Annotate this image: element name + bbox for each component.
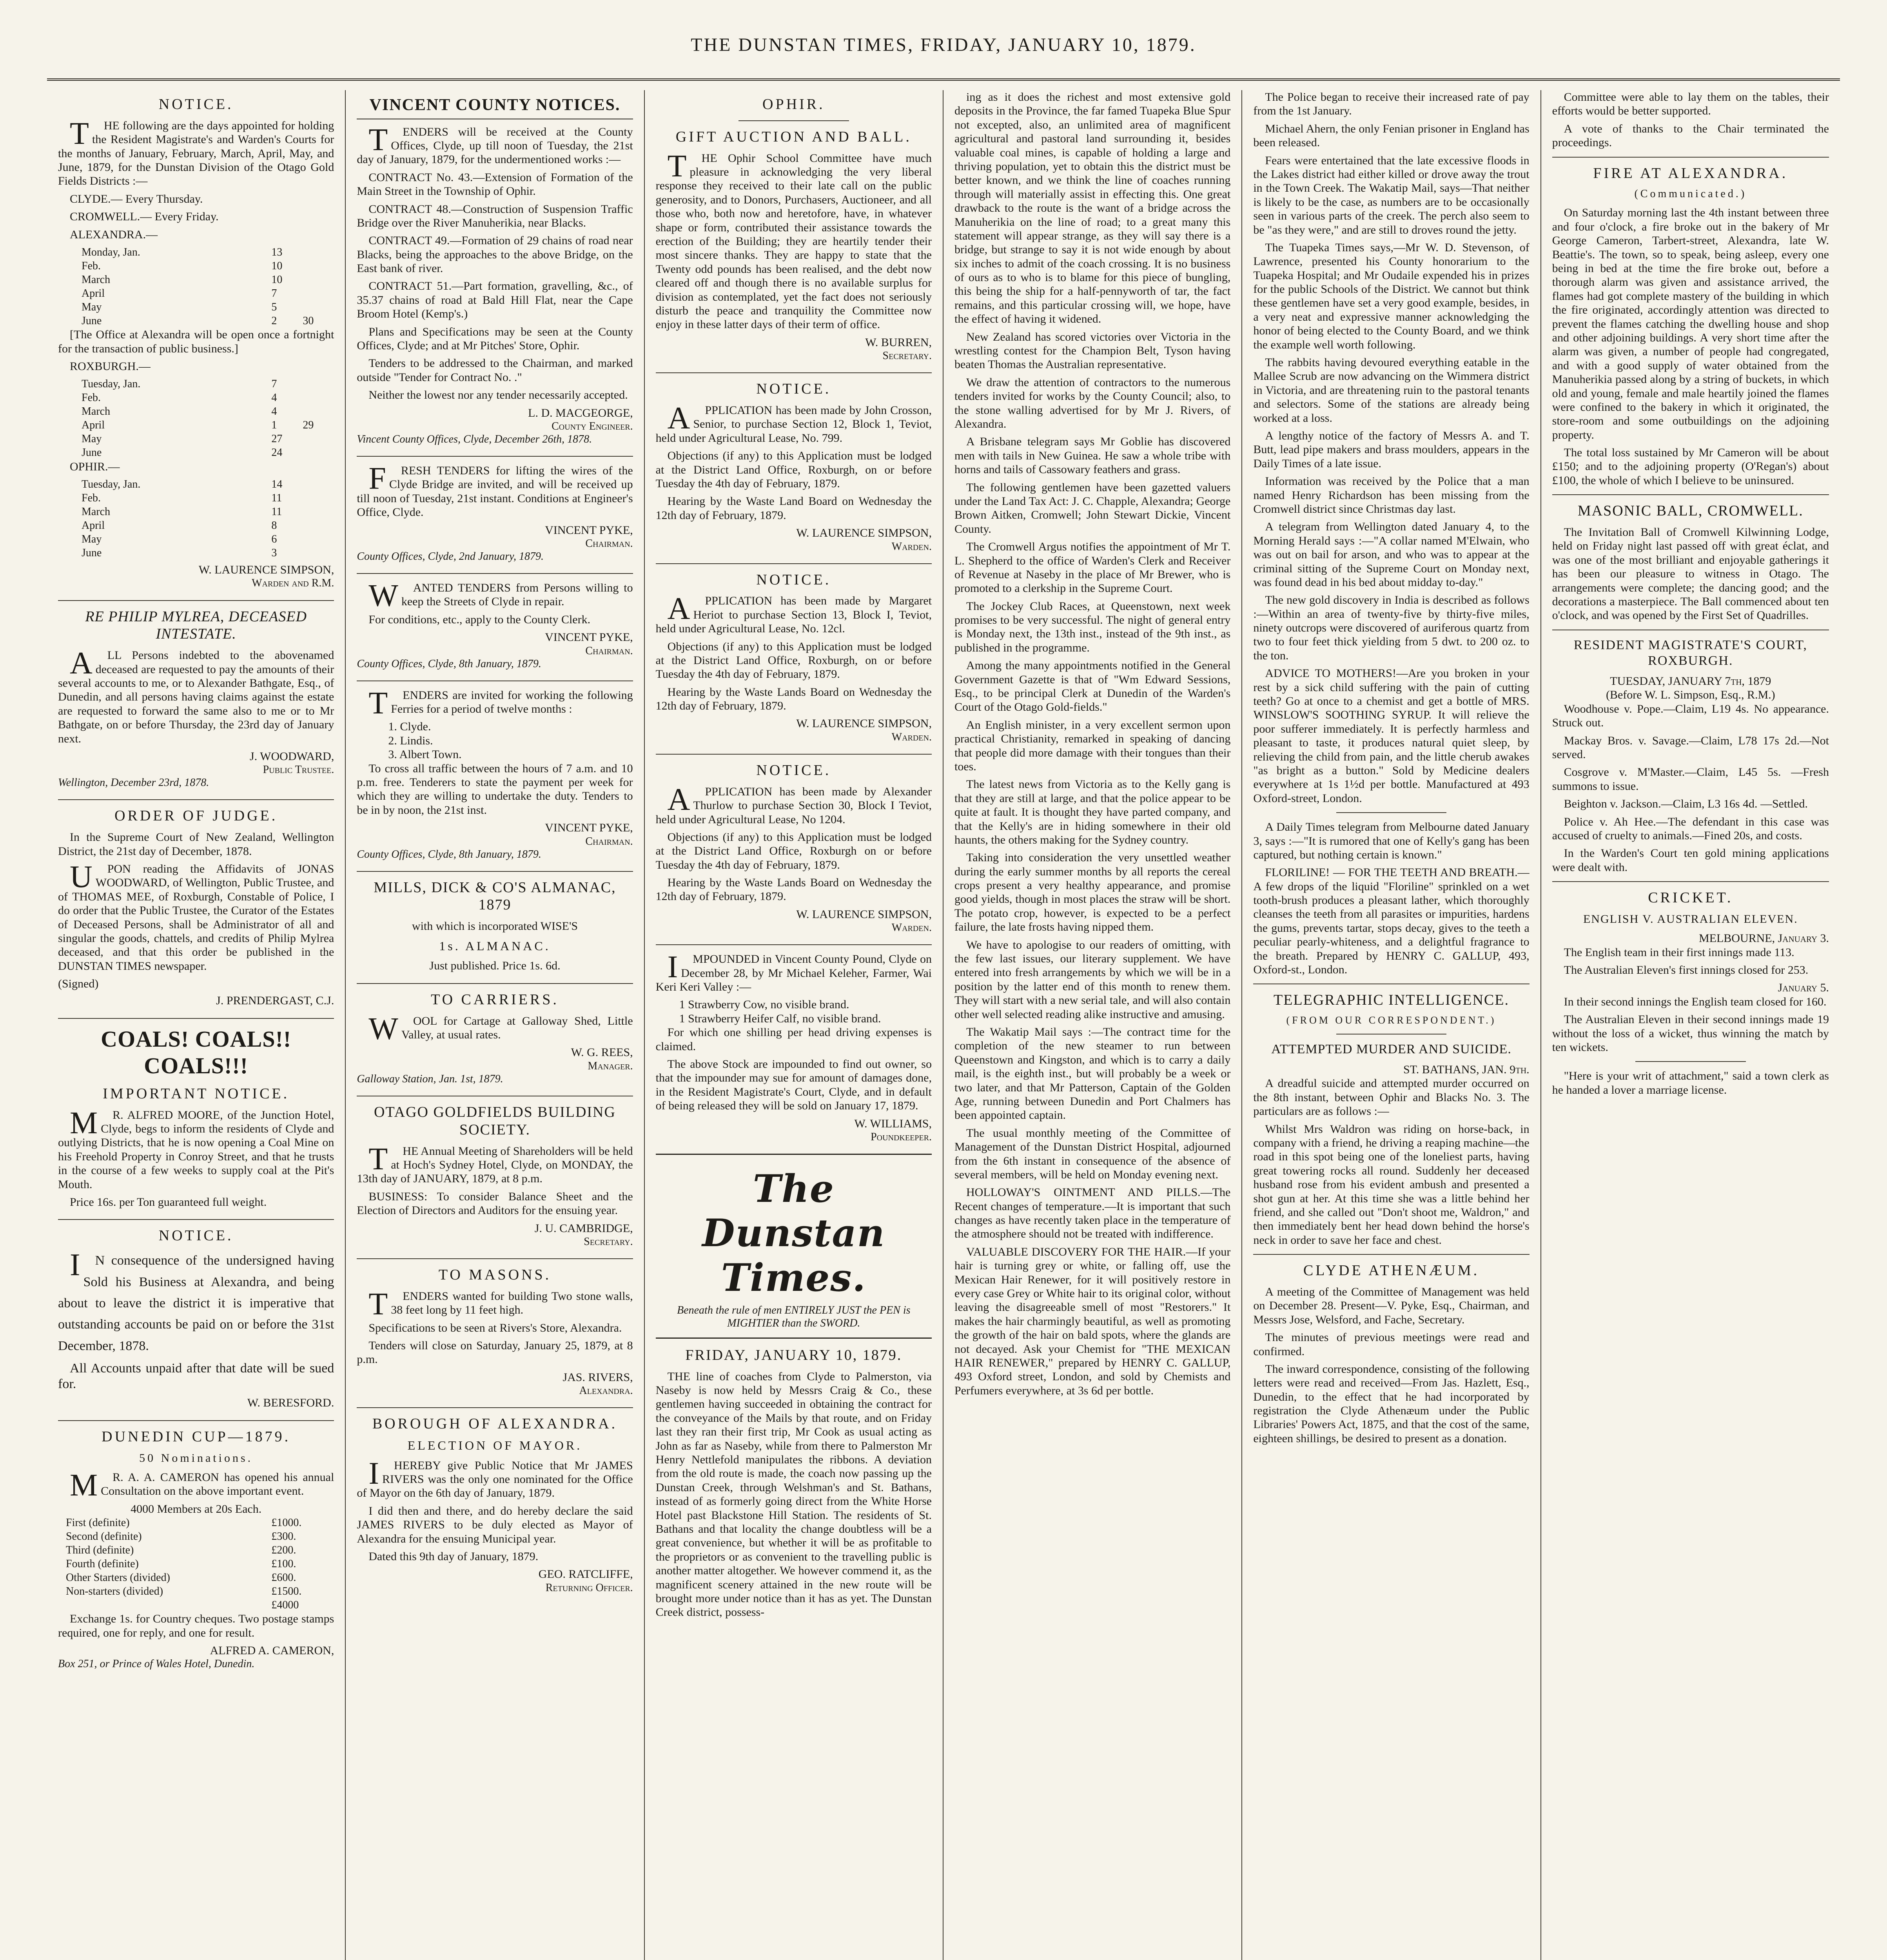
judge-signature: J. PRENDERGAST, C.J. bbox=[216, 994, 334, 1007]
impound-text-3: The above Stock are impounded to find out owner, so that the impounder may sue for amount of damages done, in the Resident Magistrate's Court, Clyde, and in default of being released they will be sold on January 17, 1879. bbox=[655, 1058, 932, 1112]
divider bbox=[1635, 1061, 1746, 1062]
beresford-notice bbox=[58, 1227, 334, 1410]
mills-dick-almanac bbox=[357, 879, 633, 973]
notice-heading: NOTICE. bbox=[158, 96, 234, 113]
divider bbox=[656, 563, 932, 564]
cup-signature: ALFRED A. CAMERON, bbox=[210, 1644, 334, 1657]
notice-hearing: Hearing by the Waste Lands Board on Wednesday the 12th day of February, 1879. bbox=[655, 685, 932, 713]
notice-signature: W. LAURENCE SIMPSON, Warden and R.M. bbox=[198, 563, 334, 590]
masons-text: TENDERS wanted for building Two stone walls, 38 feet long by 11 feet high. bbox=[368, 1287, 633, 1321]
judge-text: UPON reading the Affidavits of JONAS WOODWARD, of Wellington, Public Trustee, and of THOMAS MEE, of Roxburgh, Constable of Police, I do order that the Public Trustee, the Curator of the Estates of Deceased Persons, shall be Administrator of all and singular the goods, chattels, and credits of Philip Mylrea deceased, and that this order be published in the DUNSTAN TIMES newspaper. bbox=[58, 859, 334, 973]
news-paragraph: Information was received by the Police that a man named Henry Richardson has been missing from the Cromwell district since Christmas day last. bbox=[1253, 475, 1530, 515]
masons-close: Tenders will close on Saturday, January 25, 1879, at 8 p.m. bbox=[357, 1339, 633, 1366]
divider bbox=[656, 372, 932, 373]
rmc-before: (Before W. L. Simpson, Esq., R.M.) bbox=[1606, 688, 1775, 702]
news-paragraph: A vote of thanks to the Chair terminated the proceedings. bbox=[1552, 122, 1829, 149]
notice-objections: Objections (if any) to this Application must be lodged at the District Land Office, Roxburgh, on or before Tuesday the 4th day of February, 1879. bbox=[655, 640, 932, 681]
notice-hearing: Hearing by the Waste Land Board on Wednesday the 12th day of February, 1879. bbox=[655, 495, 932, 522]
ferry-tenders bbox=[357, 688, 633, 861]
news-paragraph: Taking into consideration the very unsettled weather during the early summer months by all reports the cereal crops present a very healthy appearance, and promise good yields, though in most places the straw will be short. The potato crop, however, is expected to be a perfect failure, the late frosts having nipped them. bbox=[954, 851, 1231, 934]
cup-heading: DUNEDIN CUP—1879. bbox=[102, 1428, 291, 1445]
notice-hearing: Hearing by the Waste Lands Board on Wednesday the 12th day of February, 1879. bbox=[655, 876, 932, 903]
rivers-signature: JAS. RIVERS, Alexandra. bbox=[562, 1370, 633, 1397]
paper-date: FRIDAY, JANUARY 10, 1879. bbox=[685, 1347, 902, 1363]
divider bbox=[58, 600, 334, 601]
paper-motto: Beneath the rule of men ENTIRELY JUST the PEN is MIGHTIER than the SWORD. bbox=[677, 1304, 911, 1329]
notice-objections: Objections (if any) to this Application must be lodged at the District Land Office, Roxburgh, on or before Tuesday the 4th day of February, 1879. bbox=[655, 449, 932, 490]
date-4: County Offices, Clyde, 8th January, 1879. bbox=[357, 848, 541, 860]
vincent-heading: VINCENT COUNTY NOTICES. bbox=[357, 96, 633, 120]
rmc-heading: RESIDENT MAGISTRATE'S COURT, ROXBURGH. bbox=[1573, 637, 1807, 668]
news-paragraph: Among the many appointments notified in the General Government Gazette is that of "Wm Edward Sessions, Esq., to be principal Clerk at Dunedin of the Warden's Court of the Otago Gold-fields." bbox=[954, 659, 1231, 714]
news-paragraph: The Jockey Club Races, at Queenstown, next week promises to be very successful. The night of general entry is Monday next, the 13th inst., instead of the 9th inst., as published in the programme. bbox=[954, 599, 1231, 654]
alexandra-schedule: Monday, Jan. 13 Feb. 10 March 10 April 7 May 5 June 2 30 bbox=[82, 246, 314, 327]
telegraphic-subheading: (FROM OUR CORRESPONDENT.) bbox=[1286, 1014, 1497, 1026]
column-4 bbox=[944, 90, 1242, 1960]
borough-date: Dated this 9th day of January, 1879. bbox=[368, 1550, 539, 1563]
impound-item: 1 Strawberry Cow, no visible brand. bbox=[679, 998, 849, 1011]
column-3 bbox=[645, 90, 944, 1960]
news-paragraph: The following gentlemen have been gazetted valuers under the Land Tax Act: J. C. Chapple, Alexandra; George Brown Aitken, Cromwell; John Stewart Dickie, Vincent County. bbox=[954, 481, 1231, 535]
rmc-case: In the Warden's Court ten gold mining applications were dealt with. bbox=[1552, 847, 1829, 874]
news-paragraph: ADVICE TO MOTHERS!—Are you broken in your rest by a sick child suffering with the pain of cutting teeth? Go at once to a chemist and get a bottle of MRS. WINSLOW'S SOOTHING SYRUP. It will relieve the poor sufferer immediately. It is perfectly harmless and pleasant to taste, it produces natural quiet sleep, by relieving the child from pain, and the little cherub awakes "as bright as a button." Sold by Medicine dealers everywhere at 1s 1½d per bottle. Manufactured at 493 Oxford-street, London. bbox=[1253, 667, 1530, 805]
impound-text-2: For which one shilling per head driving expenses is claimed. bbox=[655, 1026, 932, 1053]
contract-51: CONTRACT 51.—Part formation, gravelling, &c., of 35.37 chains of road at Bald Hill Flat, near the Cape Broom Hotel (Kemp's.) bbox=[357, 279, 633, 321]
cup-subheading: 50 Nominations. bbox=[139, 1451, 253, 1465]
chairman-signature: VINCENT PYKE, Chairman. bbox=[545, 821, 633, 848]
borough-subheading: ELECTION OF MAYOR. bbox=[407, 1438, 582, 1452]
ferries-text: TENDERS are invited for working the following Ferries for a period of twelve months : bbox=[368, 686, 633, 720]
ferry-item: 1. Clyde. bbox=[388, 720, 431, 733]
williams-signature: W. WILLIAMS, Poundkeeper. bbox=[854, 1117, 932, 1143]
mylrea-signature: J. WOODWARD, Public Trustee. bbox=[250, 750, 334, 776]
athenaeum-text-2: The minutes of previous meetings were read and confirmed. bbox=[1253, 1331, 1530, 1358]
mills-text: with which is incorporated WISE'S bbox=[412, 920, 578, 933]
athenaeum-text-3: The inward correspondence, consisting of the following letters were read and received—From Jas. Hazlett, Esq., Dunedin, to the effect that he had incorporated by registration the Clyde Athenæum under the Public Libraries' Powers Act, 1875, and that the cost of the same, eighteen shillings, be desired to present as a donation. bbox=[1253, 1362, 1530, 1445]
fire-text-2: The total loss sustained by Mr Cameron will be about £150; and to the adjoining property (O'Regan's) about £100, the whole of which I believe to be uninsured. bbox=[1552, 446, 1829, 487]
carriers-heading: TO CARRIERS. bbox=[431, 991, 559, 1008]
land-notice-3 bbox=[656, 762, 932, 934]
simpson-signature: W. LAURENCE SIMPSON, Warden. bbox=[796, 907, 932, 934]
dunedin-cup-notice bbox=[58, 1428, 334, 1671]
ferry-list bbox=[357, 720, 633, 761]
divider bbox=[357, 983, 633, 984]
masthead bbox=[47, 24, 1840, 81]
divider bbox=[58, 1018, 334, 1019]
news-paragraph: The latest news from Victoria as to the Kelly gang is that they are still at large, and that the police appear to be quite at fault. It is thought they have parted company, and that the Kelly's are in hiding somewhere in their old haunts, the others making for the Sydney country. bbox=[954, 778, 1231, 846]
masthead-title: THE DUNSTAN TIMES, FRIDAY, JANUARY 10, 1879. bbox=[691, 34, 1196, 55]
ophir-subheading: GIFT AUCTION AND BALL. bbox=[675, 128, 912, 145]
murder-text-2: Whilst Mrs Waldron was riding on horse-back, in company with a friend, he driving a reaping machine—the road in this spot being one of the loneliest parts, having great towering rocks all round. Suddenly her deceased husband rose from his evident ambush and presented a shot gun at her. At this time she was a little behind her friend, and she called out "Don't shoot me, Waldron," and then immediately bent her head down behind the horse's neck in order to save her face and chest. bbox=[1253, 1122, 1530, 1247]
borough-heading: BOROUGH OF ALEXANDRA. bbox=[372, 1416, 618, 1432]
divider bbox=[58, 1420, 334, 1421]
land-notice-1 bbox=[656, 380, 932, 553]
alexandra-note: [The Office at Alexandra will be open once a fortnight for the transaction of public business.] bbox=[58, 328, 334, 355]
divider bbox=[1552, 157, 1829, 158]
cup-members: 4000 Members at 20s Each. bbox=[131, 1502, 262, 1515]
news-paragraph: FLORILINE! — FOR THE TEETH AND BREATH.—A few drops of the liquid "Floriline" sprinkled on a wet tooth-brush produces a pleasant lather, which thoroughly cleanses the teeth from all parasites or impurities, hardens the gums, prevents tartar, stops decay, gives to the teeth a peculiar pearly-whiteness, and a delightful fragrance to the breath. Prepared by HENRY C. GALLUP, 493, Oxford-st., London. bbox=[1253, 866, 1530, 976]
coals-text: MR. ALFRED MOORE, of the Junction Hotel, Clyde, begs to inform the residents of Clyde and outlying Districts, that he is now opening a Coal Mine on his Freehold Property in Conroy Street, and that he trusts in the course of a few weeks to supply coal at the Pit's Mouth. bbox=[58, 1105, 334, 1191]
date-3: County Offices, Clyde, 8th January, 1879. bbox=[357, 657, 541, 670]
notice-text: APPLICATION has been made by John Crosson, Senior, to purchase Section 12, Block 1, Teviot, held under Agricultural Lease, No. 799. bbox=[655, 401, 932, 445]
athenaeum-heading: CLYDE ATHENÆUM. bbox=[1303, 1262, 1480, 1279]
cricket-text: In their second innings the English team closed for 160. bbox=[1564, 995, 1827, 1008]
ogb-text: THE Annual Meeting of Shareholders will be held at Hoch's Sydney Hotel, Clyde, on MONDAY, the 13th day of JANUARY, 1879, at 8 p.m. bbox=[357, 1142, 633, 1185]
cromwell-days: CROMWELL.— Every Friday. bbox=[70, 210, 219, 223]
building-society-notice bbox=[357, 1103, 633, 1248]
athenaeum-text: A meeting of the Committee of Management was held on December 28. Present—V. Pyke, Esq., Chairman, and Messrs Jose, Welsford, and Fache, Secretary. bbox=[1253, 1285, 1530, 1326]
news-paragraph: We draw the attention of contractors to the numerous tenders invited for works by the County Council; also, to the stone walling advertised for by Mr J. Rivers, of Alexandra. bbox=[954, 376, 1231, 430]
rmc-case: Beighton v. Jackson.—Claim, L3 16s 4d. —Settled. bbox=[1564, 797, 1808, 811]
ratcliffe-signature: GEO. RATCLIFFE, Returning Officer. bbox=[538, 1568, 633, 1594]
masons-notice bbox=[357, 1266, 633, 1397]
masons-spec: Specifications to be seen at Rivers's Store, Alexandra. bbox=[368, 1321, 622, 1334]
cup-text: MR. A. A. CAMERON has opened his annual Consultation on the above important event. bbox=[70, 1468, 334, 1503]
fire-heading: FIRE AT ALEXANDRA. bbox=[1593, 165, 1788, 181]
carriers-notice bbox=[357, 991, 633, 1085]
fire-subheading: (Communicated.) bbox=[1634, 188, 1747, 200]
column-5 bbox=[1242, 90, 1541, 1960]
judge-court: In the Supreme Court of New Zealand, Wellington District, the 21st day of December, 1878. bbox=[58, 831, 334, 858]
cricket-text: "Here is your writ of attachment," said a town clerk as he handed a lover a marriage license. bbox=[1552, 1069, 1829, 1096]
judge-heading: ORDER OF JUDGE. bbox=[114, 808, 278, 824]
cricket-dateline-2: January 5. bbox=[1778, 981, 1829, 995]
coals-heading: COALS! COALS!! COALS!!! bbox=[101, 1026, 292, 1079]
contract-48: CONTRACT 48.—Construction of Suspension Traffic Bridge over the River Manuherikia, near Blacks. bbox=[357, 202, 633, 229]
divider bbox=[357, 871, 633, 872]
borough-text: IHEREBY give Public Notice that Mr JAMES RIVERS was the only one nominated for the Office of Mayor on the 6th day of January, 1879. bbox=[357, 1456, 633, 1500]
notice-heading: NOTICE. bbox=[756, 571, 831, 588]
divider bbox=[357, 456, 633, 457]
cricket-text: The Australian Eleven's first innings closed for 253. bbox=[1564, 964, 1809, 977]
editorial-text: THE line of coaches from Clyde to Palmerston, via Naseby is now held by Messrs Craig & Co., these gentlemen having succeeded in obtaining the contract for the conveyance of the Mails by that route, and on Friday last they ran their first trip, Mr Cook as usual acting as John as far as Naseby, while from there to Palmerston Mr Henry Nettlefold manipulates the ribbons. A deviation from the old route is made, the coach now passing up the Dunstan Creek, through Welshman's and St. Bathans, instead of as formerly going direct from the White Horse Hotel past Blackstone Hill Station. The residents of St. Bathans and that locality the change doubtless will be a great convenience, but whether it will be as profitable to the proprietors or as convenient to the travelling public is another matter altogether. We however commend it, as the magnificent scenery attained in the new route will be brought more under notice than it has as yet. The Dunstan Creek district, possess- bbox=[655, 1370, 932, 1619]
notice-heading: NOTICE. bbox=[756, 762, 831, 779]
simpson-signature: W. LAURENCE SIMPSON, Warden. bbox=[796, 526, 932, 553]
mills-pub: Just published. Price 1s. 6d. bbox=[429, 959, 561, 973]
notice-text: APPLICATION has been made by Alexander Thurlow to purchase Section 30, Block I Teviot, held under Agricultural Lease, No 1204. bbox=[655, 782, 932, 826]
cricket-heading: CRICKET. bbox=[1648, 889, 1733, 906]
divider bbox=[1253, 1254, 1529, 1255]
divider bbox=[1552, 494, 1829, 495]
cup-exchange: Exchange 1s. for Country cheques. Two postage stamps required, one for reply, and one for result. bbox=[58, 1612, 334, 1639]
mills-heading: MILLS, DICK & CO'S ALMANAC, 1879 bbox=[374, 879, 616, 913]
engineer-signature: L. D. MACGEORGE, County Engineer. bbox=[528, 406, 633, 432]
news-paragraph: HOLLOWAY'S OINTMENT AND PILLS.—The Recent changes of temperature.—It is important that such changes as have recently taken place in the temperature of the atmosphere should not be treated with indifference. bbox=[954, 1186, 1231, 1241]
news-paragraph: ing as it does the richest and most extensive gold deposits in the Province, the far famed Tuapeka Blue Spur not excepted, also, an unlimited area of magnificent agricultural and pastoral land surrounding it, besides valuable coal mines, is capable of holding a large and thriving population, yet to obtain this the district must be better known, and we think the line of coaches running through will materially assist in effecting this. One great drawback to the route is the want of a bridge across the Manuherikia on the line of road; to a great many this statement will appear strange, as they will say there is a bridge, but strange to say it is not wide enough by about six inches to admit of the coach crossing. It is no business of ours as to who is to blame for this piece of bungling, this being the ship for a half-pennyworth of tar, the fact remains, and this particular crossing will, we hope, have the effect of having it widened. bbox=[954, 91, 1231, 326]
cup-address: Box 251, or Prince of Wales Hotel, Dunedin. bbox=[58, 1658, 255, 1670]
mills-price: 1s. ALMANAC. bbox=[439, 938, 551, 953]
divider bbox=[58, 1219, 334, 1220]
news-paragraph: The Police began to receive their increased rate of pay from the 1st January. bbox=[1253, 91, 1530, 118]
impound-list bbox=[656, 998, 932, 1025]
impound-text: IMPOUNDED in Vincent County Pound, Clyde on December 28, by Mr Michael Keleher, Farmer, Wai Keri Keri Valley :— bbox=[655, 950, 932, 994]
column-2 bbox=[346, 90, 644, 1960]
fire-text: On Saturday morning last the 4th instant between three and four o'clock, a fire broke out in the bakery of Mr George Cameron, Tarbert-street, Alexandra, late W. Beattie's. The town, so to speak, being asleep, every one being in bed at the time the fire broke out, before a thorough alarm was given and assistance arrived, the flames had got complete mastery of the building in which the fire originated, accordingly attention was directed to prevent the flames catching the dwelling house and shop and other adjoining buildings. A very short time after the alarm was given, a number of people had congregated, and with a good supply of water obtained from the Manuherikia passed along by a string of buckets, in which old and young, female and male heartily joined the flames were confined to the bakery in which it originated, the store-room and some outbuildings on the adjoining property. bbox=[1552, 206, 1829, 441]
mylrea-notice bbox=[58, 608, 334, 789]
ferries-conditions: To cross all traffic between the hours of 7 a.m. and 10 p.m. free. Tenderers to state the payment per week for which they are willing to undertake the duty. Tenders to be in by noon, the 21st inst. bbox=[357, 762, 633, 817]
impound-item: 1 Strawberry Heifer Calf, no visible brand. bbox=[679, 1012, 881, 1025]
burren-signature: W. BURREN, Secretary. bbox=[865, 336, 932, 362]
ophir-label: OPHIR.— bbox=[70, 460, 120, 473]
date-1: Vincent County Offices, Clyde, December 26th, 1878. bbox=[357, 433, 592, 445]
contract-43: CONTRACT No. 43.—Extension of Formation of the Main Street in the Township of Ophir. bbox=[357, 171, 633, 198]
paper-masthead bbox=[656, 1154, 932, 1339]
ophir-text: THE Ophir School Committee have much pleasure in acknowledging the very liberal response they received to their late call on the public generosity, and to Donors, Purchasers, Auctioneer, and all those who, both now and heretofore, have, in whatever shape or form, contributed their assistance towards the erection of the Building; they are heartily tender their most sincere thanks. They are happy to state that the Twenty odd pounds has been realised, and the debt now cleared off and though there is no available surplus for division as contemplated, yet the fact does not seriously disturb the peace and tranquility the Committee now enjoy in these latter days of their term of office. bbox=[655, 149, 932, 331]
cricket-text: The Australian Eleven in their second innings made 19 without the loss of a wicket, thus winning the match by ten wickets. bbox=[1552, 1013, 1829, 1054]
divider bbox=[357, 1407, 633, 1408]
roxburgh-label: ROXBURGH.— bbox=[70, 359, 151, 373]
rmc-case: Mackay Bros. v. Savage.—Claim, L78 17s 2d.—Not served. bbox=[1552, 734, 1829, 761]
chairman-signature: VINCENT PYKE, Chairman. bbox=[545, 631, 633, 657]
order-of-judge bbox=[58, 807, 334, 1008]
lowest-text: Neither the lowest nor any tender necessarily accepted. bbox=[368, 388, 628, 402]
plans-text: Plans and Specifications may be seen at the County Offices, Clyde; and at Mr Pitches' Store, Ophir. bbox=[357, 325, 633, 352]
fresh-text: FRESH TENDERS for lifting the wires of the Clyde Bridge are invited, and will be received up till noon of Tuesday, 21st instant. Conditions at Engineer's Office, Clyde. bbox=[357, 461, 633, 519]
ophir-schedule: Tuesday, Jan. 14 Feb. 11 March 11 April 8 May 6 June 3 bbox=[82, 478, 283, 559]
divider bbox=[357, 573, 633, 574]
murder-dateline: ST. BATHANS, JAN. 9th. bbox=[1403, 1063, 1530, 1076]
land-notice-2 bbox=[656, 571, 932, 744]
cambridge-signature: J. U. CAMBRIDGE, Secretary. bbox=[534, 1221, 633, 1248]
divider bbox=[58, 799, 334, 800]
column-1 bbox=[47, 90, 346, 1960]
beresford-signature: W. BERESFORD. bbox=[247, 1396, 334, 1410]
date-2: County Offices, Clyde, 2nd January, 1879. bbox=[357, 550, 544, 563]
borough-text-2: I did then and there, and do hereby declare the said JAMES RIVERS to be duly elected as Mayor of Alexandra for the ensuing Municipal year. bbox=[357, 1504, 633, 1545]
addressed-text: Tenders to be addressed to the Chairman, and marked outside "Tender for Contract No. ." bbox=[357, 357, 633, 384]
murder-heading: ATTEMPTED MURDER AND SUICIDE. bbox=[1271, 1042, 1511, 1056]
paper-title: The Dunstan Times. bbox=[702, 1167, 885, 1300]
wanted-conditions: For conditions, etc., apply to the County Clerk. bbox=[368, 613, 591, 626]
cricket-subheading: ENGLISH V. AUSTRALIAN ELEVEN. bbox=[1583, 912, 1798, 926]
rmc-case: Woodhouse v. Pope.—Claim, L19 4s. No appearance. Struck out. bbox=[1552, 702, 1829, 730]
wanted-text: WANTED TENDERS from Persons willing to keep the Streets of Clyde in repair. bbox=[368, 579, 633, 613]
news-paragraph: Michael Ahern, the only Fenian prisoner in England has been released. bbox=[1253, 122, 1530, 149]
court-days-notice bbox=[58, 96, 334, 590]
mylrea-text: ALL Persons indebted to the abovenamed deceased are requested to pay the amounts of their several accounts to me, or to Alexander Bathgate, Esq., of Dunedin, and all persons having claims against the estate are requested to forward the same also to me or to Mr Bathgate, on or before Thursday, the 23rd day of January next. bbox=[58, 646, 334, 745]
ferry-item: 3. Albert Town. bbox=[388, 748, 462, 761]
notice-text: APPLICATION has been made by Margaret Heriot to purchase Section 13, Block I, Teviot, held under Agricultural Lease, No. 12cl. bbox=[655, 592, 932, 635]
news-paragraph: Fears were entertained that the late excessive floods in the Lakes district had either killed or drove away the trout in the Town Creek. The Wakatip Mail, says—That neither is likely to be the case, as numbers are to be occasionally seen in various parts of the creek. The perch also seem to be "as they were," and are still to droves round the jetty. bbox=[1253, 154, 1530, 236]
cricket-text: The English team in their first innings made 113. bbox=[1564, 946, 1794, 959]
news-paragraph: A Daily Times telegram from Melbourne dated January 3, says :—"It is rumored that one of Kelly's gang has been captured, but nothing certain is known." bbox=[1253, 820, 1530, 861]
clyde-days: CLYDE.— Every Thursday. bbox=[70, 192, 203, 205]
news-paragraph: VALUABLE DISCOVERY FOR THE HAIR.—If your hair is turning grey or white, or falling off, use the Mexican Hair Renewer, for it will positively restore in every case Grey or White hair to its original color, without leaving the disagreeable smell of most "Restorers." It makes the hair charmingly beautiful, as well as promoting the growth of the hair on bald spots, where the glands are not decayed. Ask your Chemist for "THE MEXICAN HAIR RENEWER," prepared by HENRY C. GALLUP, 493 Oxford street, London, and sold by Chemists and Perfumers everywhere, at 3s 6d per bottle. bbox=[954, 1245, 1231, 1397]
column-6 bbox=[1541, 90, 1840, 1960]
rmc-case: Cosgrove v. M'Master.—Claim, L45 5s. —Fresh summons to issue. bbox=[1552, 766, 1829, 793]
chairman-signature: VINCENT PYKE, Chairman. bbox=[545, 523, 633, 550]
news-paragraph: Committee were able to lay them on the tables, their efforts would be better supported. bbox=[1552, 91, 1829, 118]
notice-heading: NOTICE. bbox=[756, 381, 831, 397]
mylrea-date: Wellington, December 23rd, 1878. bbox=[58, 777, 209, 789]
mylrea-heading: RE PHILIP MYLREA, DECEASED INTESTATE. bbox=[85, 608, 307, 642]
rmc-case: Police v. Ah Hee.—The defendant in this case was accused of cruelty to animals.—Fined 20s, and costs. bbox=[1552, 815, 1829, 842]
carriers-date: Galloway Station, Jan. 1st, 1879. bbox=[357, 1073, 503, 1085]
coals-notice bbox=[58, 1026, 334, 1209]
news-paragraph: The Tuapeka Times says,—Mr W. D. Stevenson, of Lawrence, presented his County honorarium to the Tuapeka Hospital; and Mr Oudaile expended his in prizes for the public Schools of the District. We cannot but think these gentlemen have set a very good example, besides, in a very neat and expressive manner acknowledging the honor of being elected to the County Board, and we think the example well worth following. bbox=[1253, 241, 1530, 351]
news-paragraph: We have to apologise to our readers of omitting, with the few last issues, our literary supplement. We have entered into fresh arrangements by which we will be in a position by the latter end of this month to renew them. They will start with a new serial tale, and will also contain other well selected reading alike instructive and amusing. bbox=[954, 938, 1231, 1021]
beresford-text: IN consequence of the undersigned having Sold his Business at Alexandra, and being about to leave the district it is imperative that outstanding accounts be paid on or before the 31st December, 1878. bbox=[58, 1248, 334, 1353]
roxburgh-schedule: Tuesday, Jan. 7 Feb. 4 March 4 April 1 29 May 27 June 24 bbox=[82, 378, 314, 459]
news-paragraph: New Zealand has scored victories over Victoria in the wrestling contest for the Champion Belt, Tyson having beaten Thomas the Australian representative. bbox=[954, 330, 1231, 371]
news-paragraph: An English minister, in a very excellent sermon upon practical Christianity, remarked in speaking of dancing that people did more damage with their tongues than their toes. bbox=[954, 718, 1231, 773]
beresford-text-2: All Accounts unpaid after that date will be sued for. bbox=[58, 1361, 334, 1392]
news-paragraph: The usual monthly meeting of the Committee of Management of the Dunstan District Hospital, adjourned from the 6th instant in consequence of the absence of several members, will be held on Monday evening next. bbox=[954, 1126, 1231, 1181]
tenders-text: TENDERS will be received at the County Offices, Clyde, up till noon of Tuesday, the 21st day of January, 1879, for the undermentioned works :— bbox=[357, 122, 633, 166]
coals-price: Price 16s. per Ton guaranteed full weight. bbox=[70, 1195, 267, 1209]
divider bbox=[656, 754, 932, 755]
carriers-text: WOOL for Cartage at Galloway Shed, Little Valley, at usual rates. bbox=[368, 1011, 633, 1046]
ophir-gift-auction bbox=[656, 96, 932, 362]
rmc-date: TUESDAY, JANUARY 7th, 1879 bbox=[1610, 675, 1771, 688]
ogb-heading: OTAGO GOLDFIELDS BUILDING SOCIETY. bbox=[374, 1103, 616, 1138]
judge-signed: (Signed) bbox=[58, 977, 99, 991]
simpson-signature: W. LAURENCE SIMPSON, Warden. bbox=[796, 717, 932, 743]
ogb-business: BUSINESS: To consider Balance Sheet and the Election of Directors and Auditors for the ensuing year. bbox=[357, 1190, 633, 1217]
ferry-item: 2. Lindis. bbox=[388, 734, 433, 747]
impounded-notice bbox=[656, 952, 932, 1143]
borough-notice bbox=[357, 1415, 633, 1594]
murder-text: A dreadful suicide and attempted murder occurred on the 8th instant, between Ophir and Blacks No. 3. The particulars are as follows :— bbox=[1253, 1077, 1530, 1118]
contract-49: CONTRACT 49.—Formation of 29 chains of road near Blacks, being the approaches to the above Bridge, on the East bank of river. bbox=[357, 234, 633, 275]
news-paragraph: The Cromwell Argus notifies the appointment of Mr T. L. Shepherd to the office of Warden's Clerk and Receiver of Revenue at Naseby in the place of Mr Brewer, who is promoted to a clerkship in the Supreme Court. bbox=[954, 540, 1231, 595]
masonic-heading: MASONIC BALL, CROMWELL. bbox=[1577, 503, 1804, 519]
fresh-tenders bbox=[357, 461, 633, 563]
beresford-heading: NOTICE. bbox=[158, 1227, 234, 1244]
masons-heading: TO MASONS. bbox=[438, 1266, 552, 1283]
wanted-tenders bbox=[357, 581, 633, 670]
cricket-dateline: MELBOURNE, January 3. bbox=[1698, 932, 1829, 945]
cup-prizes: First (definite) £1000. Second (definite) £300. Third (definite) £200. Fourth (definite) £100. Other Starters (divided) £600. Non-starters (divided) £1500. £4000 bbox=[66, 1517, 302, 1612]
news-paragraph: The Wakatip Mail says :—The contract time for the completion of the new steamer to run between Queenstown and Kingston, and which is to carry a daily mail, is the eighth inst., but will probably be a week or two later, and that Mr Patterson, Captain of the Golden Age, running between Dunedin and Port Chalmers has been appointed captain. bbox=[954, 1025, 1231, 1122]
news-paragraph: A telegram from Wellington dated January 4, to the Morning Herald says :—"A collar named M'Elwain, who was out on bail for arson, and who was to appear at the criminal sitting of the Supreme Court on Monday next, was found dead in his bed about midday to-day." bbox=[1253, 520, 1530, 589]
divider bbox=[656, 944, 932, 945]
news-paragraph: The new gold discovery in India is described as follows :—Within an area of twenty-five by thirty-five miles, ninety outcrops were discovered of auriferous quartz from two to four feet thick yielding from 5 dwt. to 200 oz. to the ton. bbox=[1253, 593, 1530, 662]
alexandra-label: ALEXANDRA.— bbox=[70, 228, 158, 241]
divider bbox=[357, 1258, 633, 1259]
masonic-text: The Invitation Ball of Cromwell Kilwinning Lodge, held on Friday night last passed off with great éclat, and was one of the most brilliant and enjoyable gatherings it has been our pleasure to witness in Otago. The arrangements were complete; the dancing good; and the decorations a masterpiece. The Ball commenced about ten o'clock, and was opened by the First Set of Quadrilles. bbox=[1552, 526, 1829, 622]
ophir-heading: OPHIR. bbox=[762, 96, 825, 113]
coals-subheading: IMPORTANT NOTICE. bbox=[103, 1085, 290, 1102]
newspaper-columns bbox=[47, 90, 1840, 1960]
news-paragraph: A Brisbane telegram says Mr Goblie has discovered men with tails in New Guinea. He saw a whole tribe with horns and tails of Cassowary feathers and grass. bbox=[954, 435, 1231, 476]
county-tenders bbox=[357, 122, 633, 446]
divider bbox=[1552, 881, 1829, 882]
divider bbox=[738, 120, 849, 121]
news-paragraph: A lengthy notice of the factory of Messrs A. and T. Butt, lead pipe makers and brass moulders, appears in the Daily Times of a late issue. bbox=[1253, 429, 1530, 470]
rees-signature: W. G. REES, Manager. bbox=[571, 1046, 633, 1072]
notice-text: THE following are the days appointed for holding the Resident Magistrate's and Warden's Courts for the months of January, February, March, April, May, and June, 1879, for the Dunstan Division of the Otago Gold Fields Districts :— bbox=[58, 116, 334, 188]
telegraphic-heading: TELEGRAPHIC INTELLIGENCE. bbox=[1274, 992, 1509, 1009]
news-paragraph: The rabbits having devoured everything eatable in the Mallee Scrub are now advancing on the Wimmera district in Victoria, and are threatening ruin to the pastoral tenants and selectors. Some of the stations are already being worked at a loss. bbox=[1253, 356, 1530, 425]
notice-objections: Objections (if any) to this Application must be lodged at the District Land Office, Roxburgh on or before Tuesday the 4th day of February, 1879. bbox=[655, 830, 932, 871]
divider bbox=[1336, 812, 1447, 813]
